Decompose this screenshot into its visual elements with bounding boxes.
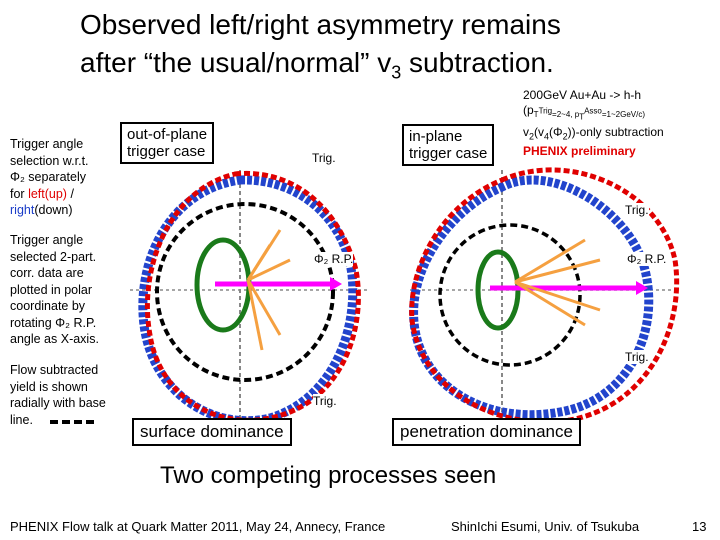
penetration-dominance-box: penetration dominance [392,418,581,446]
title-line-1: Observed left/right asymmetry remains [80,9,561,40]
trig-label-4: Trig. [313,394,337,408]
left-polar-plot [130,170,370,421]
sidebar-block-2: Trigger angle selected 2-part. corr. data are plotted in polar coordinate by rotating Φ₂ R.P. angle as X-axis. [10,233,99,346]
in-plane-label: in-plane trigger case [402,124,494,166]
sidebar-block-1: Trigger angle selection w.r.t. Φ₂ separately for left(up) / right(down) [10,137,89,217]
trig-label-2: Trig. [625,203,649,217]
trig-label-3: Trig. [625,350,649,364]
footer-left: PHENIX Flow talk at Quark Matter 2011, May 24, Annecy, France [10,519,386,534]
competing-processes-headline: Two competing processes seen [160,462,497,489]
baseline-legend-dashes [50,420,94,424]
rp-label-right: Φ₂ R.P. [627,252,667,266]
out-of-plane-label: out-of-plane trigger case [120,122,214,164]
sidebar-block-3: Flow subtracted yield is shown radially with base line. [10,363,106,427]
phenix-preliminary: PHENIX preliminary [523,144,636,159]
left-baseline-circle [157,204,333,380]
trig-label-1: Trig. [312,151,336,165]
title-line-2: after “the usual/normal” $v_3$ subtraction. [80,47,554,83]
rp-label-left: Φ₂ R.P. [314,252,354,266]
slide-title [80,6,680,92]
footer-right: ShinIchi Esumi, Univ. of Tsukuba [451,519,640,534]
surface-dominance-box: surface dominance [132,418,292,446]
polar-plots [130,150,710,450]
run-info: 200GeV Au+Au -> h-h ($p_{T^{Trig}=2\sim 4, p_T^{Asso}=1\sim 2GeV/c)}$ $v_2(v_4(\Phi_2))$-only subtraction PHENIX preliminary [523,88,664,159]
page-number: 13 [692,519,707,534]
